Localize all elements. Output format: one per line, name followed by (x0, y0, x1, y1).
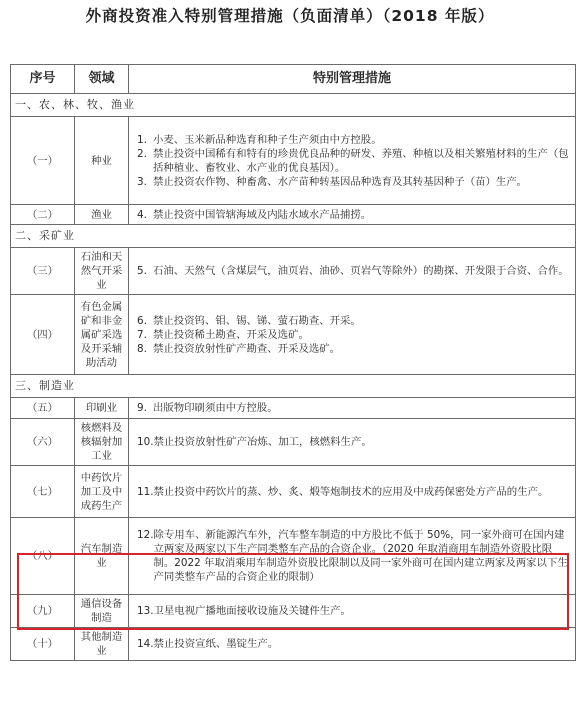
row-number: （二） (11, 205, 75, 225)
table-row (11, 466, 576, 518)
measure-text: 小麦、玉米新品种选育和种子生产须由中方控股。 (153, 133, 382, 146)
row-number: （一） (11, 117, 75, 205)
measure-number: 13. (137, 605, 154, 617)
measure-number: 6. (137, 314, 147, 327)
row-number: （三） (11, 248, 75, 295)
row-measures (129, 295, 576, 375)
measure-item (137, 342, 569, 356)
row-number: （四） (11, 295, 75, 375)
row-number: （七） (11, 466, 75, 518)
row-field: 种业 (75, 117, 129, 205)
measure-text: 石油、天然气（含煤层气，油页岩、油砂、页岩气等除外）的勘探、开发限于合资、合作。 (153, 265, 569, 277)
row-field: 其他制造业 (75, 628, 129, 661)
measure-text: 禁止投资放射性矿产勘查、开采及选矿。 (153, 342, 341, 355)
row-measures (129, 419, 576, 466)
measure-item (137, 264, 569, 278)
row-field: 中药饮片加工及中成药生产 (75, 466, 129, 518)
section-row (11, 225, 576, 248)
row-field: 有色金属矿和非金属矿采选及开采辅助活动 (75, 295, 129, 375)
measure-text: 禁止投资农作物、种畜禽、水产苗种转基因品种选育及其转基因种子（苗）生产。 (153, 175, 528, 188)
row-measures (129, 466, 576, 518)
measure-item (137, 147, 569, 175)
section-label: 一、农、林、牧、渔业 (11, 94, 576, 117)
row-number: （八） (11, 518, 75, 595)
row-measures (129, 117, 576, 205)
measure-number: 4. (137, 208, 147, 221)
measure-number: 11. (137, 485, 154, 498)
row-field: 核燃料及核辐射加工业 (75, 419, 129, 466)
measure-item (137, 485, 569, 499)
table-row (11, 205, 576, 225)
table-row (11, 248, 576, 295)
header-measures: 特别管理措施 (129, 65, 576, 94)
measure-text: 卫星电视广播地面接收设施及关键件生产。 (153, 605, 351, 617)
table-row (11, 419, 576, 466)
section-row (11, 94, 576, 117)
row-field: 印刷业 (75, 398, 129, 419)
row-number: （六） (11, 419, 75, 466)
measure-text: 禁止投资中国稀有和特有的珍贵优良品种的研发、养殖、种植以及相关繁殖材料的生产（包括种植业、畜牧业、水产业的优良基因）。 (153, 147, 569, 174)
measure-number: 10. (137, 436, 154, 448)
measure-number: 8. (137, 342, 147, 355)
measure-number: 2. (137, 147, 147, 160)
measure-text: 除专用车、新能源汽车外，汽车整车制造的中方股比不低于 50%，同一家外商可在国内建立两家及两家以下生产同类整车产品的合资企业。（2020 年取消商用车制造外资股比限制。2022 年取消乘用车制造外资股比限制以及同一家外商可在国内建立两家及两家以下生产同类整车产品的合资企业的限制） (153, 529, 568, 583)
row-measures (129, 628, 576, 661)
section-label: 三、制造业 (11, 375, 576, 398)
row-number: （九） (11, 595, 75, 628)
measure-item (137, 314, 569, 328)
measure-text: 禁止投资中国管辖海域及内陆水域水产品捕捞。 (153, 208, 372, 221)
row-field: 渔业 (75, 205, 129, 225)
measure-number: 5. (137, 265, 147, 277)
measure-text: 禁止投资宣纸、墨锭生产。 (153, 638, 279, 650)
row-measures (129, 398, 576, 419)
table-header-row (11, 65, 576, 94)
row-measures (129, 248, 576, 295)
measure-number: 3. (137, 175, 147, 188)
header-no: 序号 (11, 65, 75, 94)
measure-item (137, 435, 569, 449)
measure-item (137, 637, 569, 651)
measure-text: 禁止投资中药饮片的蒸、炒、炙、煅等炮制技术的应用及中成药保密处方产品的生产。 (153, 485, 549, 498)
row-number: （五） (11, 398, 75, 419)
measure-item (137, 328, 569, 342)
section-row (11, 375, 576, 398)
measure-text: 禁止投资钨、钼、锡、锑、萤石勘查、开采。 (153, 314, 361, 327)
measure-number: 7. (137, 328, 147, 341)
highlight-box (17, 553, 569, 630)
table-row (11, 628, 576, 661)
header-field: 领域 (75, 65, 129, 94)
measure-item (137, 401, 569, 415)
measure-item (137, 175, 569, 189)
row-measures (129, 205, 576, 225)
page-title: 外商投资准入特别管理措施（负面清单）（2018 年版） (85, 7, 495, 25)
measure-text: 禁止投资放射性矿产冶炼、加工，核燃料生产。 (153, 436, 372, 448)
row-field: 汽车制造业 (75, 518, 129, 595)
measure-item (137, 208, 569, 222)
row-number: （十） (11, 628, 75, 661)
measure-number: 9. (137, 402, 147, 414)
table-row (11, 117, 576, 205)
row-field: 石油和天然气开采业 (75, 248, 129, 295)
table-row (11, 295, 576, 375)
measure-number: 14. (137, 638, 154, 650)
row-field: 通信设备制造 (75, 595, 129, 628)
table-row (11, 398, 576, 419)
section-label: 二、采矿业 (11, 225, 576, 248)
measure-number: 1. (137, 133, 147, 146)
measure-item (137, 133, 569, 147)
measure-text: 禁止投资稀土勘查、开采及选矿。 (153, 328, 309, 341)
measure-text: 出版物印刷须由中方控股。 (153, 402, 278, 414)
measure-number: 12. (137, 529, 154, 541)
